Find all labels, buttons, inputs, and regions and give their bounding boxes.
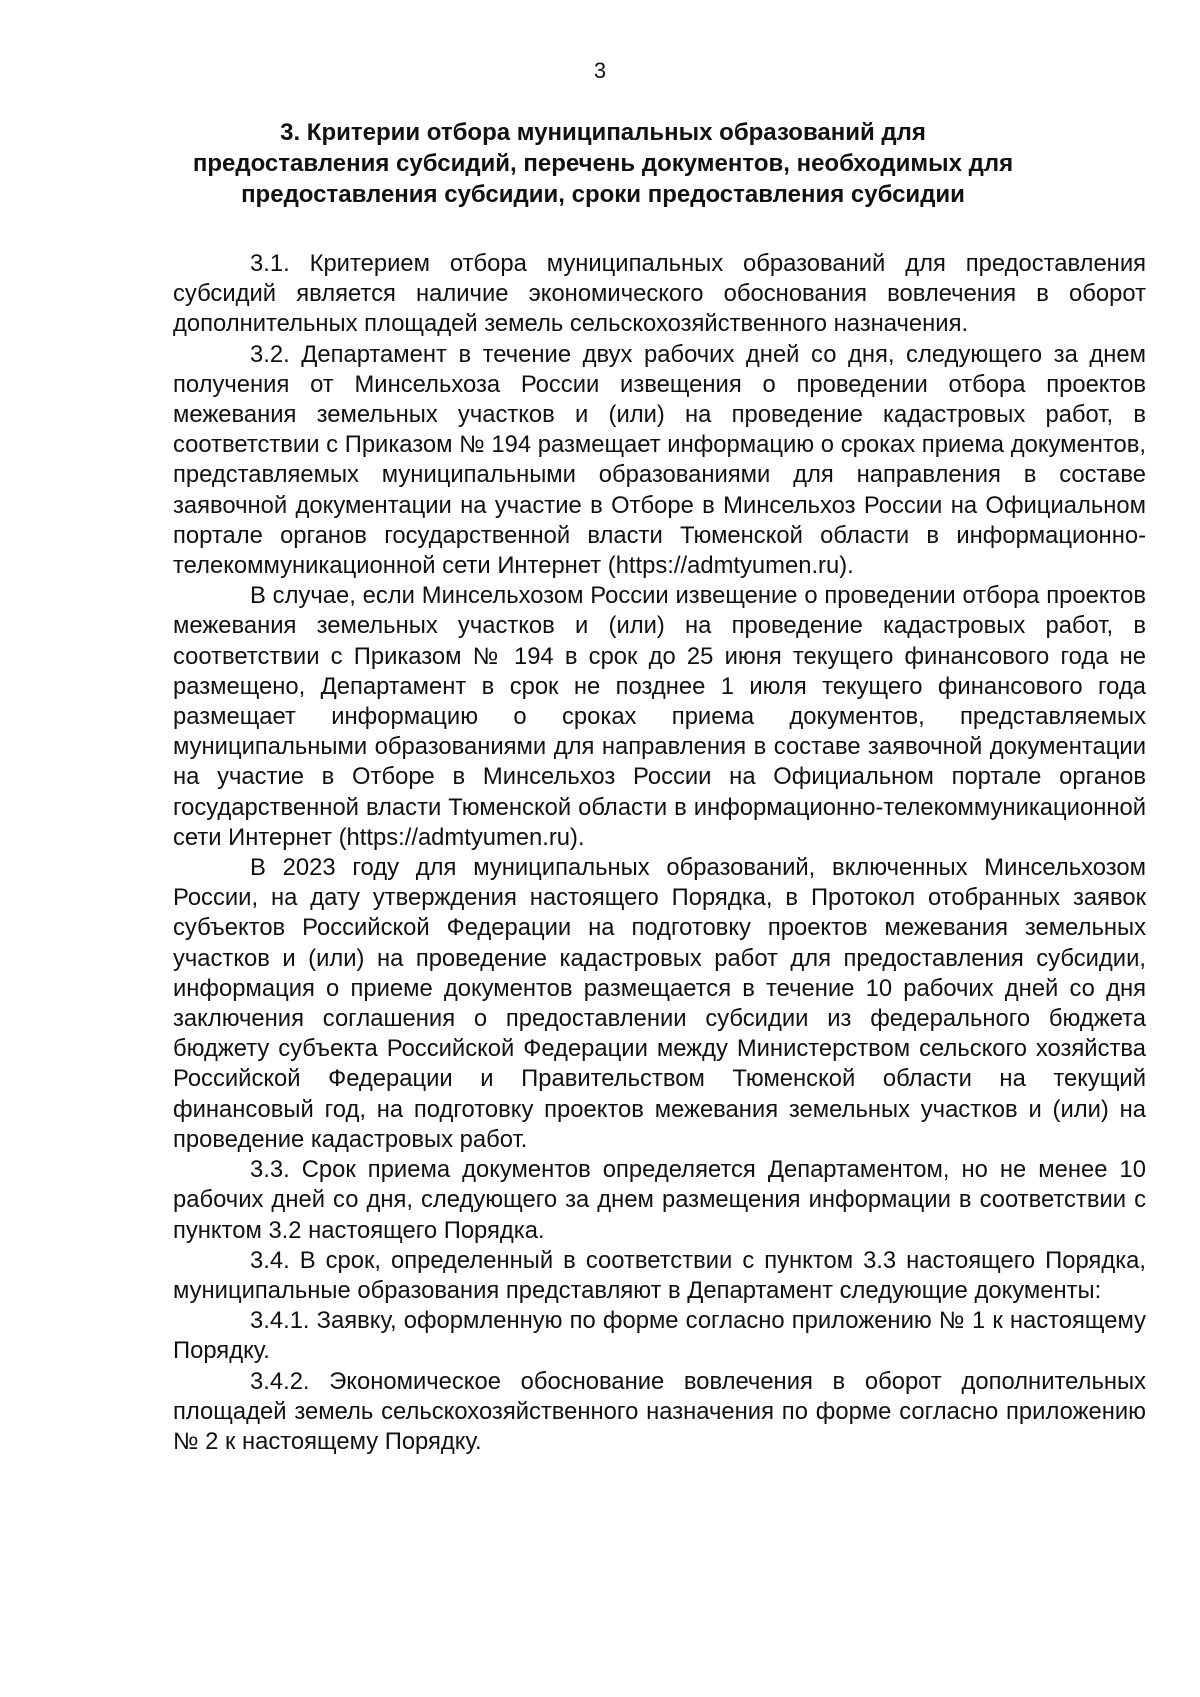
page-number: 3 — [593, 58, 607, 83]
section-title — [173, 117, 1033, 210]
paragraph-3-2: 3.2. Департамент в течение двух рабочих дней со дня, следующего за днем получения от Минсельхоза России извещения о проведении отбора проектов межевания земельных участков и (или) на проведение кадастровых работ, в соответствии с Приказом № 194 размещает информацию о сроках приема документов, представляемых муниципальными образованиями для направления в составе заявочной документации на участие в Отборе в Минсельхоз России на Официальном портале органов государственной власти Тюменской области в информационно-телекоммуникационной сети Интернет (https://admtyumen.ru). — [173, 340, 1146, 580]
paragraph-3-2-case: В случае, если Минсельхозом России извещение о проведении отбора проектов межевания земельных участков и (или) на проведение кадастровых работ, в соответствии с Приказом № 194 в срок до 25 июня текущего финансового года не размещено, Департамент в срок не позднее 1 июля текущего финансового года размещает информацию о сроках приема документов, представляемых муниципальными образованиями для направления в составе заявочной документации на участие в Отборе в Минсельхоз России на Официальном портале органов государственной власти Тюменской области в информационно-телекоммуникационной сети Интернет (https://admtyumen.ru). — [173, 582, 1146, 851]
paragraph-3-4-1: 3.4.1. Заявку, оформленную по форме согласно приложению № 1 к настоящему Порядку. — [173, 1307, 1146, 1365]
section-title-line: предоставления субсидии, сроки предоставления субсидии — [241, 181, 965, 208]
paragraph-3-2-2023: В 2023 году для муниципальных образований, включенных Минсельхозом России, на дату утверждения настоящего Порядка, в Протокол отобранных заявок субъектов Российской Федерации на подготовку проектов межевания земельных участков и (или) на проведение кадастровых работ для предоставления субсидии, информация о приеме документов размещается в течение 10 рабочих дней со дня заключения соглашения о предоставлении субсидии из федерального бюджета бюджету субъекта Российской Федерации между Министерством сельского хозяйства Российской Федерации и Правительством Тюменской области на текущий финансовый год, на подготовку проектов межевания земельных участков и (или) на проведение кадастровых работ. — [173, 854, 1146, 1153]
paragraph-3-3: 3.3. Срок приема документов определяется Департаментом, но не менее 10 рабочих дней со дня, следующего за днем размещения информации в соответствии с пунктом 3.2 настоящего Порядка. — [173, 1156, 1146, 1244]
section-title-line: 3. Критерии отбора муниципальных образований для — [280, 119, 926, 146]
paragraph-3-4-2: 3.4.2. Экономическое обоснование вовлечения в оборот дополнительных площадей земель сельскохозяйственного назначения по форме согласно приложению № 2 к настоящему Порядку. — [173, 1367, 1146, 1455]
paragraph-3-4: 3.4. В срок, определенный в соответствии с пунктом 3.3 настоящего Порядка, муниципальные образования представляют в Департамент следующие документы: — [173, 1246, 1146, 1304]
section-title-line: предоставления субсидий, перечень документов, необходимых для — [192, 150, 1014, 177]
paragraph-3-1: 3.1. Критерием отбора муниципальных образований для предоставления субсидий является наличие экономического обоснования вовлечения в оборот дополнительных площадей земель сельскохозяйственного назначения. — [173, 250, 1146, 338]
document-body — [173, 249, 1146, 1457]
